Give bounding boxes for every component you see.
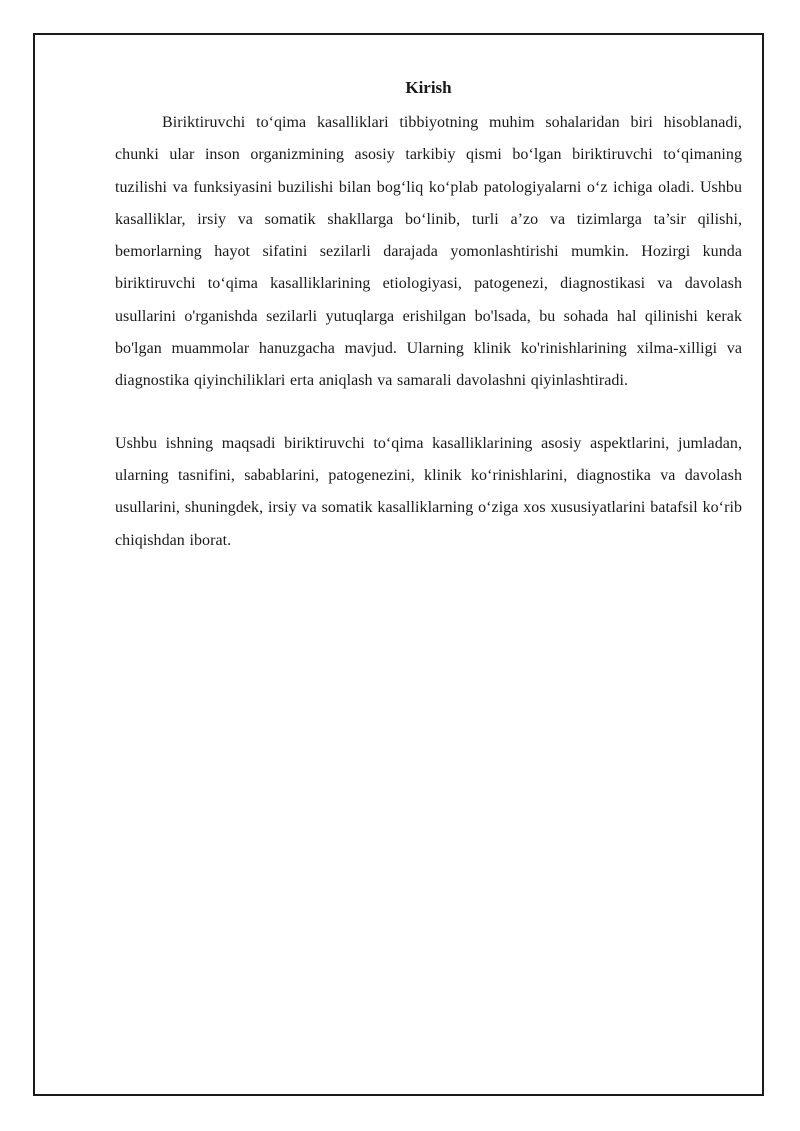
document-body — [115, 76, 742, 557]
document-title: Kirish — [405, 78, 452, 97]
paragraph-introduction: Biriktiruvchi to‘qima kasalliklari tibbiyotning muhim sohalaridan biri hisoblanadi, chunki ular inson organizmining asosiy tarkibiy qismi bo‘lgan biriktiruvchi to‘qimaning tuzilishi va funksiyasini buzilishi bilan bog‘liq ko‘plab patologiyalarni o‘z ichiga oladi. Ushbu kasalliklar, irsiy va somatik shakllarga bo‘linib, turli a’zo va tizimlarga ta’sir qilishi, bemorlarning hayot sifatini sezilarli darajada yomonlashtirishi mumkin. Hozirgi kunda biriktiruvchi to‘qima kasalliklarining etiologiyasi, patogenezi, diagnostikasi va davolash usullarini o'rganishda sezilarli yutuqlarga erishilgan bo'lsada, bu sohada hal qilinishi kerak bo'lgan muammolar hanuzgacha mavjud. Ularning klinik ko'rinishlarining xilma-xilligi va diagnostika qiyinchiliklari erta aniqlash va samarali davolashni qiyinlashtiradi. — [115, 114, 742, 390]
paragraph-objective: Ushbu ishning maqsadi biriktiruvchi to‘qima kasalliklarining asosiy aspektlarini, jumladan, ularning tasnifini, sabablarini, patogenezini, klinik ko‘rinishlarini, diagnostika va davolash usullarini, shuningdek, irsiy va somatik kasalliklarning o‘ziga xos xususiyatlarini batafsil ko‘rib chiqishdan iborat. — [115, 434, 742, 549]
